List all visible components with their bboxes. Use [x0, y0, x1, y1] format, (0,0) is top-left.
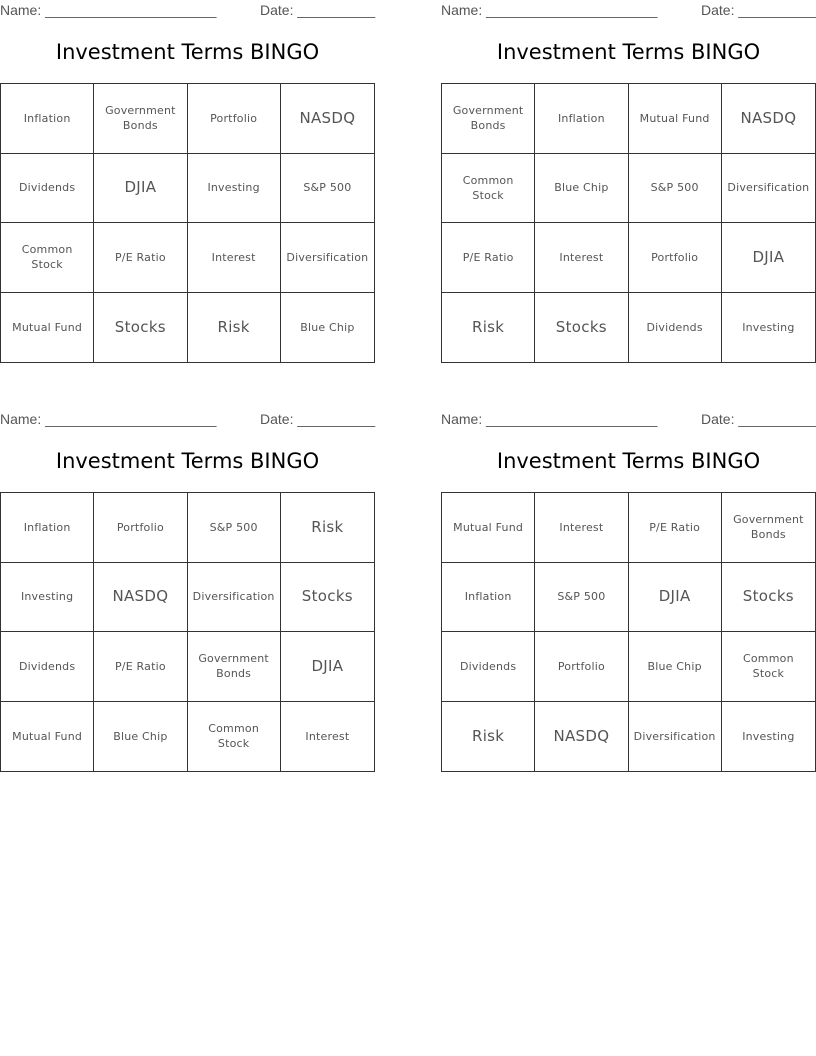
bingo-cell: Diversification [629, 702, 722, 772]
card-title: Investment Terms BINGO [55, 40, 320, 64]
bingo-cell: Interest [535, 223, 628, 293]
name-field-label: Name: ______________________ [0, 411, 217, 427]
bingo-cell: Risk [442, 293, 535, 363]
bingo-cell: P/E Ratio [94, 632, 187, 702]
bingo-cell: Dividends [1, 154, 94, 224]
date-field-label: Date: __________ [701, 411, 816, 427]
bingo-cell: Portfolio [535, 632, 628, 702]
bingo-card [0, 0, 376, 336]
bingo-card [0, 409, 376, 751]
date-field-label: Date: __________ [260, 411, 376, 427]
bingo-grid [441, 492, 816, 772]
bingo-cell: Portfolio [188, 84, 281, 154]
bingo-cell: Government Bonds [442, 84, 535, 154]
bingo-cell: S&P 500 [281, 154, 374, 224]
bingo-cell: Government Bonds [94, 84, 187, 154]
bingo-cell: Government Bonds [188, 632, 281, 702]
bingo-cell: Interest [188, 223, 281, 293]
bingo-cell: Investing [1, 563, 94, 633]
bingo-cell: NASDQ [722, 84, 815, 154]
bingo-cell: NASDQ [281, 84, 374, 154]
bingo-grid [0, 83, 375, 363]
bingo-cell: Stocks [94, 293, 187, 363]
bingo-cell: Portfolio [94, 493, 187, 563]
bingo-cell: S&P 500 [535, 563, 628, 633]
bingo-cell: Inflation [1, 84, 94, 154]
card-title: Investment Terms BINGO [496, 449, 761, 473]
bingo-cell: Risk [442, 702, 535, 772]
date-field-label: Date: __________ [701, 2, 816, 18]
bingo-cell: Interest [535, 493, 628, 563]
bingo-cell: Common Stock [188, 702, 281, 772]
bingo-cell: Risk [188, 293, 281, 363]
bingo-cell: Common Stock [442, 154, 535, 224]
bingo-card [441, 0, 816, 336]
bingo-cell: NASDQ [94, 563, 187, 633]
bingo-cell: Interest [305, 729, 350, 743]
name-date-row [441, 0, 816, 22]
bingo-cell: Diversification [188, 563, 281, 633]
bingo-cell: Blue Chip [535, 154, 628, 224]
name-date-row [441, 409, 816, 431]
bingo-cell: Diversification [281, 223, 374, 293]
bingo-cell: NASDQ [535, 702, 628, 772]
bingo-cell: Blue Chip [300, 320, 355, 334]
bingo-cell: DJIA [722, 223, 815, 293]
bingo-cell: Government Bonds [722, 493, 815, 563]
bingo-cell: Investing [742, 320, 795, 334]
bingo-cell: Investing [188, 154, 281, 224]
bingo-grid [0, 492, 375, 772]
bingo-cell: Stocks [722, 563, 815, 633]
card-title: Investment Terms BINGO [496, 40, 761, 64]
card-title: Investment Terms BINGO [55, 449, 320, 473]
name-field-label: Name: ______________________ [441, 411, 658, 427]
bingo-cell: Blue Chip [629, 632, 722, 702]
bingo-cell: Stocks [281, 563, 374, 633]
date-field-label: Date: __________ [260, 2, 376, 18]
bingo-cell: Common Stock [722, 632, 815, 702]
name-field-label: Name: ______________________ [441, 2, 658, 18]
name-field-label: Name: ______________________ [0, 2, 217, 18]
bingo-cell: Stocks [535, 293, 628, 363]
bingo-cell: Mutual Fund [1, 293, 94, 363]
bingo-cell: Mutual Fund [629, 84, 722, 154]
bingo-cell: Portfolio [629, 223, 722, 293]
bingo-cell: Blue Chip [94, 702, 187, 772]
bingo-cell: S&P 500 [188, 493, 281, 563]
bingo-cell: Investing [742, 729, 795, 743]
bingo-cell: P/E Ratio [94, 223, 187, 293]
bingo-cell: Common Stock [1, 223, 94, 293]
bingo-cell: Mutual Fund [442, 493, 535, 563]
bingo-cell: S&P 500 [629, 154, 722, 224]
bingo-cell: Diversification [722, 154, 815, 224]
bingo-card [441, 409, 816, 745]
bingo-cell: Mutual Fund [1, 702, 94, 772]
bingo-cell: DJIA [281, 632, 374, 702]
bingo-grid [441, 83, 816, 363]
bingo-cell: P/E Ratio [629, 493, 722, 563]
bingo-cell: DJIA [94, 154, 187, 224]
bingo-cell: Dividends [1, 632, 94, 702]
name-date-row [0, 409, 375, 431]
bingo-cell: Dividends [442, 632, 535, 702]
bingo-cell: Risk [281, 493, 374, 563]
bingo-cell: P/E Ratio [442, 223, 535, 293]
bingo-cell: Inflation [1, 493, 94, 563]
bingo-cell: Inflation [535, 84, 628, 154]
bingo-cell: Inflation [442, 563, 535, 633]
bingo-cell: DJIA [629, 563, 722, 633]
bingo-cell: Dividends [629, 293, 722, 363]
name-date-row [0, 0, 375, 22]
